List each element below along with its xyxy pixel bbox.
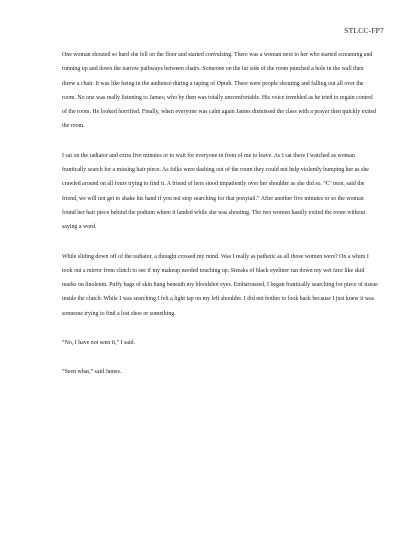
paragraph: I sat on the radiator and extra five minutes or to wait for everyone in front of me to leave. As I sat there I watched as woman frantically search for a missing hair piece. As folks were dashing out of the room they could not help violently bumping her as she crawled around on all fours trying to find it. A friend of hers stood impatiently over her shoulder as she did so. “C’ mon, said the friend, we will not get to shake his hand if you not stop searching for that ponytail.” After another five minutes or so the woman found her hair piece behind the podium where it landed while she was shouting. The two women hastily exited the room without saying a word. bbox=[62, 152, 369, 231]
body-text bbox=[62, 48, 378, 395]
running-head: STLCC-FP7 bbox=[344, 26, 384, 35]
paragraph: “No, I have not seen it,” I said. bbox=[62, 340, 135, 347]
paragraph: While sliding down off of the radiator, a thought crossed my mind. Was I really as pathetic as all those women were? On a whim I took out a mirror from clutch to see if my makeup needed touching up. Streaks of black eyeliner ran down my wet face like skid marks on linoleum. Puffy bags of skin hung beneath my bloodshot eyes. Embarrassed, I began frantically searching for piece of tissue inside the clutch. While I was searching I felt a light tap on my left shoulder. I did not bother to look back because I just knew it was someone trying to find a lost shoe or something. bbox=[62, 253, 378, 317]
paragraph: One woman shouted so hard she fell on the floor and started convulsing. There was a woman next to her who started screaming and running up and down the narrow pathways between chairs. Someone on the far side of the room punched a hole in the wall then threw a chair. It was like being in the audience during a taping of Oprah. There were people shouting and falling out all over the room. No one was really listening to James; who by then was totally uncomfortable. His voice trembled as he tried to regain control of the room. He looked horrified. Finally, when everyone was calm again James dismissed the class with a prayer then quickly exited the room. bbox=[62, 52, 377, 130]
paragraph: “Seen what,” said James. bbox=[62, 369, 122, 376]
